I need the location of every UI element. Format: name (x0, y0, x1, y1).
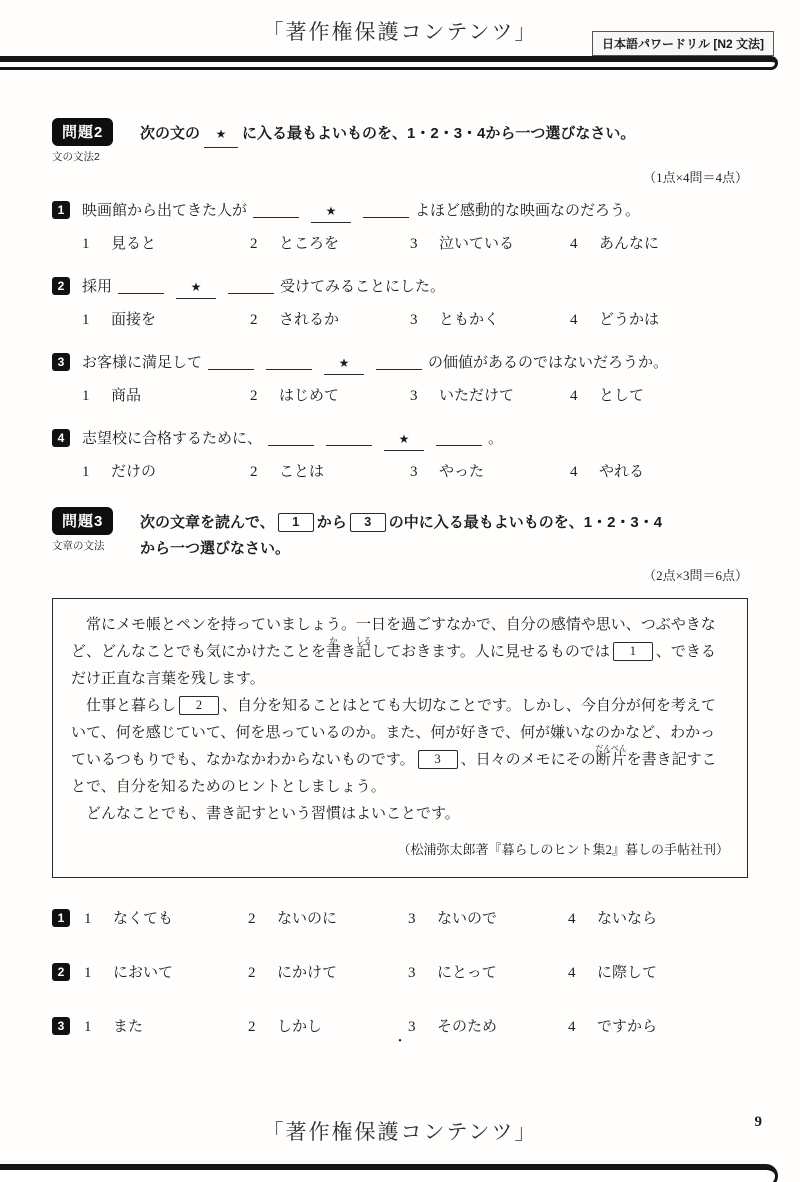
option-number: 4 (568, 965, 576, 981)
question-4-number-badge: 4 (52, 429, 70, 447)
blank-box-3: 3 (350, 513, 386, 532)
option-3[interactable] (410, 233, 570, 255)
footer-watermark: 「著作権保護コンテンツ」 (262, 1121, 538, 1144)
blank-box-1: 1 (278, 513, 314, 532)
answer-1-number-badge: 1 (52, 909, 70, 927)
passage-text: 、自分を知ることはとても大切なことです。しかし、今自分が何を考えていて、何を感じていて、何を思っているのか。また、何が好きで、何が嫌いなのかなど、わかっているつもりでも、なかなかわからないものです。 (71, 698, 716, 768)
option-number: 2 (250, 464, 258, 480)
option-2[interactable] (250, 385, 410, 407)
option-label: どうかは (599, 312, 660, 328)
answer-3-number-badge: 3 (52, 1017, 70, 1035)
option-label: にとって (437, 965, 497, 981)
question-4 (52, 428, 748, 483)
blank-line (363, 217, 409, 218)
blank-box-1: 1 (613, 642, 653, 661)
passage-attribution: （松浦弥太郎著『暮らしのヒント集2』暮しの手帖社刊） (397, 842, 729, 857)
blank-line (118, 293, 164, 294)
option-3[interactable] (410, 461, 570, 483)
ruby-annotation (326, 636, 342, 660)
passage-text: 仕事と暮らし (71, 698, 177, 714)
answer-row-2 (52, 962, 748, 984)
option-label: そのため (437, 1019, 498, 1035)
question-2-sentence (52, 276, 748, 299)
star-blank (324, 352, 364, 375)
passage-text: を書き記すことで、自分を知るためのヒントとしましょう。 (71, 752, 717, 795)
question-3-options (82, 385, 748, 407)
question-1 (52, 200, 748, 255)
question-text-pre: お客様に満足して (82, 355, 203, 371)
passage-text: 、できるだけ正直な言葉を残します。 (71, 644, 716, 687)
problem3-subtitle: 文章の文法 (52, 540, 105, 552)
option-number: 1 (82, 388, 90, 404)
problem3-section (52, 507, 748, 1038)
blank-line (228, 293, 274, 294)
question-2 (52, 276, 748, 331)
passage-text: き (341, 644, 357, 660)
center-dot: ・ (393, 1033, 407, 1048)
option-number: 3 (410, 388, 418, 404)
question-1-options (82, 233, 748, 255)
blank-line (376, 369, 422, 370)
star-icon: ★ (190, 280, 202, 294)
ruby-base: 断片 (595, 752, 628, 768)
option-label: に際して (597, 965, 658, 981)
header-watermark: 「著作権保護コンテンツ」 (262, 21, 538, 44)
star-blank (204, 121, 238, 148)
option-label: ないのに (277, 911, 338, 927)
answer-2-options (84, 962, 748, 984)
option-label: 商品 (111, 388, 142, 404)
problem2-instruction (140, 118, 635, 164)
star-icon: ★ (325, 204, 337, 218)
blank-line (326, 445, 372, 446)
question-text-pre: 志望校に合格するために、 (82, 431, 263, 447)
page-number: 9 (754, 1114, 762, 1130)
ruby-base: 記 (355, 644, 372, 660)
option-label: なくても (113, 911, 174, 927)
option-2[interactable] (250, 233, 410, 255)
option-label: 面接を (111, 312, 157, 328)
question-2-number-badge: 2 (52, 277, 70, 295)
answer-2-number-badge: 2 (52, 963, 70, 981)
option-label: にかけて (277, 965, 338, 981)
passage-text: 常にメモ帳とペンを持っていましょう。一日を過ごすなかで、自分の感情や思い、つぶやきなど、どんなことでも気にかけたことを (71, 617, 716, 660)
instruction-text: の中に入る最もよいものを、1・2・3・4 (388, 514, 663, 531)
option-number: 1 (84, 911, 92, 927)
option-label: ないので (437, 911, 498, 927)
ruby-reading: しる (355, 636, 372, 645)
blank-line (266, 369, 312, 370)
option-label: ないなら (597, 911, 658, 927)
blank-line (268, 445, 314, 446)
question-text-pre: 採用 (82, 279, 113, 295)
question-3 (52, 352, 748, 407)
option-number: 4 (570, 312, 578, 328)
option-4[interactable] (570, 385, 748, 407)
option-number: 3 (410, 464, 418, 480)
option-number: 1 (82, 312, 90, 328)
option-label: また (113, 1019, 144, 1035)
instruction-text: 次の文章を読んで、 (140, 514, 275, 531)
question-1-number-badge: 1 (52, 201, 70, 219)
option-number: 2 (248, 1019, 256, 1035)
question-text-post: 。 (488, 431, 504, 447)
ruby-annotation (355, 636, 372, 660)
option-label: として (599, 388, 645, 404)
option-number: 3 (410, 236, 418, 252)
option-label: しかし (277, 1019, 323, 1035)
problem3-answers (52, 908, 748, 1038)
option-label: ところを (279, 236, 340, 252)
option-3[interactable] (408, 908, 568, 930)
passage-paragraph-3 (71, 801, 729, 828)
option-number: 3 (408, 1019, 416, 1035)
star-icon: ★ (215, 127, 227, 141)
option-number: 1 (82, 464, 90, 480)
option-label: ことは (279, 464, 325, 480)
question-4-sentence (52, 428, 748, 451)
option-2[interactable] (250, 461, 410, 483)
option-label: ともかく (439, 312, 500, 328)
book-title-label: 日本語パワードリル [N2 文法] (592, 31, 774, 56)
instruction-text: から (316, 514, 347, 531)
option-label: 泣いている (439, 236, 515, 252)
option-4[interactable] (568, 908, 748, 930)
option-number: 2 (250, 312, 258, 328)
blank-line (208, 369, 254, 370)
option-number: 1 (82, 236, 90, 252)
question-2-options (82, 309, 748, 331)
passage-paragraph-2 (71, 693, 729, 801)
option-1[interactable] (82, 233, 250, 255)
option-number: 1 (84, 965, 92, 981)
option-number: 2 (250, 388, 258, 404)
option-number: 3 (408, 965, 416, 981)
problem3-points: （2点×3問＝6点） (643, 568, 748, 583)
option-label: だけの (111, 464, 157, 480)
answer-1-options (84, 908, 748, 930)
option-number: 4 (570, 388, 578, 404)
option-2[interactable] (250, 309, 410, 331)
passage-paragraph-1 (71, 612, 729, 693)
star-icon: ★ (398, 432, 410, 446)
option-label: されるか (279, 312, 340, 328)
question-text-pre: 映画館から出てきた人が (82, 203, 248, 219)
option-label: において (113, 965, 174, 981)
problem2-points: （1点×4問＝4点） (643, 170, 748, 185)
option-4[interactable] (570, 461, 748, 483)
reading-passage-box (52, 598, 748, 878)
ruby-reading: だんぺん (595, 744, 628, 753)
problem2-section (52, 118, 748, 483)
ruby-base: 書 (326, 644, 342, 660)
problem3-badge: 問題3 (52, 507, 113, 535)
blank-line (253, 217, 299, 218)
option-label: やれる (599, 464, 645, 480)
blank-box-2: 2 (179, 696, 219, 715)
passage-text: しておきます。人に見せるものでは (371, 644, 610, 660)
option-number: 4 (568, 911, 576, 927)
option-2[interactable] (248, 908, 408, 930)
blank-line (436, 445, 482, 446)
ruby-reading: か (326, 636, 342, 645)
option-3[interactable] (410, 309, 570, 331)
problem2-badge: 問題2 (52, 118, 113, 146)
option-3[interactable] (408, 962, 568, 984)
question-text-post: 受けてみることにした。 (280, 279, 446, 295)
option-4[interactable] (568, 962, 748, 984)
option-3[interactable] (410, 385, 570, 407)
option-1[interactable] (82, 385, 250, 407)
option-label: いただけて (439, 388, 515, 404)
ruby-annotation (595, 744, 628, 768)
instruction-text-pre: 次の文の (140, 125, 201, 142)
option-number: 4 (568, 1019, 576, 1035)
instruction-text-post: に入る最もよいものを、1・2・3・4から一つ選びなさい。 (242, 125, 636, 142)
option-1[interactable] (84, 908, 248, 930)
option-number: 2 (250, 236, 258, 252)
option-1[interactable] (84, 962, 248, 984)
problem3-instruction (140, 507, 662, 562)
option-number: 3 (410, 312, 418, 328)
problem2-subtitle: 文の文法2 (52, 151, 100, 163)
option-number: 4 (570, 464, 578, 480)
star-blank (176, 276, 216, 299)
option-number: 1 (84, 1019, 92, 1035)
option-label: あんなに (599, 236, 660, 252)
option-number: 3 (408, 911, 416, 927)
answer-row-1 (52, 908, 748, 930)
option-4[interactable] (570, 233, 748, 255)
page-content (52, 118, 748, 1070)
question-4-options (82, 461, 748, 483)
option-label: 見ると (111, 236, 157, 252)
top-divider-bar (0, 56, 778, 70)
question-3-number-badge: 3 (52, 353, 70, 371)
star-icon: ★ (338, 356, 350, 370)
option-2[interactable] (248, 962, 408, 984)
option-label: ですから (597, 1019, 658, 1035)
option-number: 2 (248, 965, 256, 981)
star-blank (311, 200, 351, 223)
star-blank (384, 428, 424, 451)
passage-text: 、日々のメモにその (460, 752, 596, 768)
option-number: 2 (248, 911, 256, 927)
option-1[interactable] (82, 461, 250, 483)
question-text-post: よほど感動的な映画なのだろう。 (415, 203, 641, 219)
option-4[interactable] (570, 309, 748, 331)
blank-box-3: 3 (418, 750, 458, 769)
option-1[interactable] (82, 309, 250, 331)
question-3-sentence (52, 352, 748, 375)
question-1-sentence (52, 200, 748, 223)
question-text-post: の価値があるのではないだろうか。 (428, 355, 669, 371)
option-label: やった (439, 464, 485, 480)
passage-text: どんなことでも、書き記すという習慣はよいことです。 (71, 806, 460, 822)
bottom-divider-bar (0, 1164, 778, 1182)
option-label: はじめて (279, 388, 340, 404)
option-number: 4 (570, 236, 578, 252)
instruction-text-line2: から一つ選びなさい。 (140, 540, 291, 557)
